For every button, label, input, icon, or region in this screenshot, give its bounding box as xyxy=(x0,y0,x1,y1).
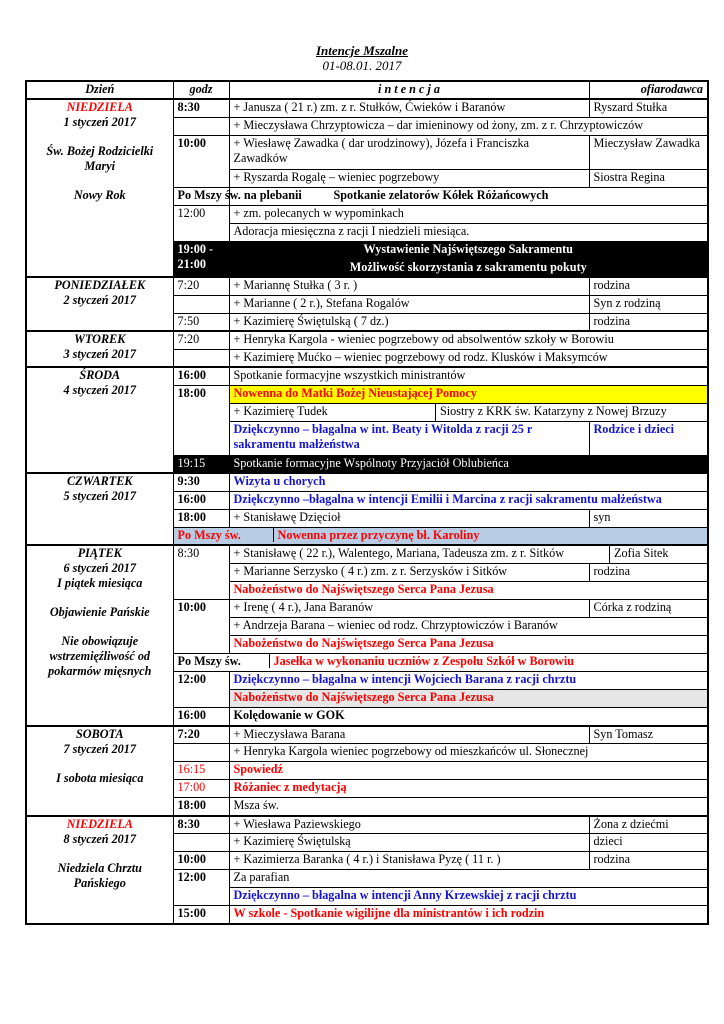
time-cell: Po Mszy św. xyxy=(177,654,241,668)
time-cell: Po Mszy św. xyxy=(177,527,241,542)
offering-cell: Rodzice i dzieci xyxy=(589,421,708,455)
time-cell: 7:20 xyxy=(173,277,229,295)
intent-cell: Nabożeństwo do Najświętszego Serca Pana Jezusa xyxy=(229,690,708,708)
day-note: Św. Bożej Rodzicielki xyxy=(46,144,154,158)
intent-cell: Wystawienie Najświętszego Sakramentu xyxy=(229,241,708,259)
intent-cell: Dziękczynno – błagalna w intencji Wojciech Barana z racji chrztu xyxy=(229,672,708,690)
day-name: NIEDZIELA xyxy=(66,100,133,114)
day-cell xyxy=(26,473,173,545)
time-cell: 10:00 xyxy=(173,600,229,654)
offering-cell: rodzina xyxy=(589,313,708,331)
table-row xyxy=(26,277,708,295)
intent-cell: Za parafian xyxy=(229,870,708,888)
intent-cell: Wizyta u chorych xyxy=(229,473,708,491)
intent-cell: + Ryszarda Rogalę – wieniec pogrzebowy xyxy=(229,169,589,187)
time-cell: 18:00 xyxy=(173,798,229,816)
time-cell: 10:00 xyxy=(173,852,229,870)
day-name: NIEDZIELA xyxy=(66,816,133,831)
intent-cell: + Wiesława Paziewskiego xyxy=(229,816,589,834)
day-name: ŚRODA xyxy=(79,368,121,382)
time-cell: 9:30 xyxy=(173,473,229,491)
offering-cell: Siostra Regina xyxy=(589,169,708,187)
day-note: Maryi xyxy=(84,159,115,173)
table-row xyxy=(26,545,708,564)
day-date: 2 styczeń 2017 xyxy=(63,293,136,307)
intent-cell: Spotkanie formacyjne Wspólnoty Przyjaciół Oblubieńca xyxy=(229,455,708,473)
day-note: Objawienie Pańskie xyxy=(49,605,150,619)
intent-cell: + Kazimierę Świętulską xyxy=(229,834,589,852)
offering-cell: Zofia Sitek xyxy=(614,546,669,560)
intent-cell: + Kazimierza Baranka ( 4 r.) i Stanisława Pyzę ( 11 r. ) xyxy=(229,852,589,870)
intent-cell: + Mieczysława Chrzyptowicza – dar imieninowy od żony, zm. z r. Chrzyptowiczów xyxy=(229,117,708,135)
intent-cell: Nowenna przez przyczynę bł. Karoliny xyxy=(273,528,480,542)
day-name: SOBOTA xyxy=(76,726,124,741)
day-date: 1 styczeń 2017 xyxy=(63,115,136,129)
intent-cell: + Marianne ( 2 r.), Stefana Rogalów xyxy=(229,295,589,313)
time-cell: 19:00 - 21:00 xyxy=(173,241,229,277)
intent-cell: + Stanisławę Dzięcioł xyxy=(229,509,589,527)
time-cell: 17:00 xyxy=(173,780,229,798)
day-date: 3 styczeń 2017 xyxy=(63,347,136,361)
time-cell: 18:00 xyxy=(173,385,229,455)
time-cell: 8:30 xyxy=(173,545,229,600)
intent-cell: Spotkanie formacyjne wszystkich ministrantów xyxy=(229,367,708,385)
col-offering: ofiarodawca xyxy=(589,81,708,99)
intent-cell: Nowenna do Matki Bożej Nieustającej Pomocy xyxy=(229,385,708,403)
time-cell: 7:20 xyxy=(173,331,229,349)
offering-cell: syn xyxy=(589,509,708,527)
offering-cell: Żona z dziećmi xyxy=(589,816,708,834)
intent-cell: Spowiedź xyxy=(229,762,708,780)
table-row xyxy=(26,99,708,117)
day-cell xyxy=(26,367,173,473)
day-name: WTOREK xyxy=(74,332,126,346)
intent-cell: + Irenę ( 4 r.), Jana Baranów xyxy=(229,600,589,618)
offering-cell: Córka z rodziną xyxy=(589,600,708,618)
time-cell: 12:00 xyxy=(173,870,229,906)
offering-cell: Mieczysław Zawadka xyxy=(589,135,708,169)
time-cell: 12:00 xyxy=(173,672,229,708)
date-range: 01-08.01. 2017 xyxy=(322,58,402,73)
day-date: 8 styczeń 2017 xyxy=(63,831,136,846)
day-note: Nowy Rok xyxy=(73,188,126,202)
day-date: 5 styczeń 2017 xyxy=(63,489,136,503)
table-row xyxy=(26,726,708,744)
intent-cell: + Henryka Kargola - wieniec pogrzebowy od absolwentów szkoły w Borowiu xyxy=(229,331,708,349)
offering-cell: Siostry z KRK św. Katarzyny z Nowej Brzuzy xyxy=(440,403,667,418)
table-row xyxy=(26,816,708,834)
time-cell: 10:00 xyxy=(173,135,229,187)
intent-cell: Adoracja miesięczna z racji I niedzieli miesiąca. xyxy=(229,223,708,241)
day-name: CZWARTEK xyxy=(67,474,133,488)
time-cell: 8:30 xyxy=(173,816,229,834)
day-note: Nie obowiązuje xyxy=(61,634,139,648)
time-cell: 18:00 xyxy=(173,509,229,527)
day-date: 7 styczeń 2017 xyxy=(63,741,136,756)
time-cell: Po Mszy św. na plebanii xyxy=(173,187,229,205)
offering-cell: rodzina xyxy=(589,277,708,295)
time-cell: 15:00 xyxy=(173,906,229,924)
intent-cell: Różaniec z medytacją xyxy=(229,780,708,798)
intent-cell: + Stanisławę ( 22 r.), Walentego, Mariana, Tadeusza zm. z r. Sitków xyxy=(230,546,610,563)
intent-cell: + Kazimierę Świętulską ( 7 dz.) xyxy=(229,313,589,331)
intent-cell: Dziękczynno – błagalna w intencji Anny Krzewskiej z racji chrztu xyxy=(229,888,708,906)
time-cell: 16:15 xyxy=(173,762,229,780)
day-cell xyxy=(26,277,173,331)
time-cell: 16:00 xyxy=(173,367,229,385)
day-note: I piątek miesiąca xyxy=(57,576,143,590)
intent-cell: + zm. polecanych w wypominkach xyxy=(229,205,708,223)
col-time: godz xyxy=(173,81,229,99)
time-cell: 7:50 xyxy=(173,313,229,331)
offering-cell: Syn Tomasz xyxy=(589,726,708,744)
intent-cell: + Andrzeja Barana – wieniec od rodz. Chrzyptowiczów i Baranów xyxy=(229,618,708,636)
intent-cell: Kolędowanie w GOK xyxy=(229,708,708,726)
intent-cell: + Mariannę Stułka ( 3 r. ) xyxy=(229,277,589,295)
intent-cell: + Janusza ( 21 r.) zm. z r. Stułków, Ćwieków i Baranów xyxy=(229,99,589,117)
day-name: PONIEDZIAŁEK xyxy=(54,278,146,292)
intent-cell: + Mieczysława Barana xyxy=(229,726,589,744)
intent-cell: + Marianne Serzysko ( 4 r.) zm. z r. Serzysków i Sitków xyxy=(229,564,589,582)
day-date: 6 styczeń 2017 xyxy=(63,561,136,575)
day-cell xyxy=(26,726,173,816)
intent-cell: Dziękczynno –błagalna w intencji Emilii i Marcina z racji sakramentu małżeństwa xyxy=(229,491,708,509)
document-title: Intencje Mszalne xyxy=(315,43,409,58)
time-cell: 8:30 xyxy=(173,99,229,117)
day-note: Niedziela Chrztu xyxy=(57,860,142,875)
mass-intentions-table xyxy=(25,80,709,925)
intent-cell: Jasełka w wykonaniu uczniów z Zespołu Szkół w Borowiu xyxy=(269,654,574,668)
intent-cell: + Kazimierę Mućko – wieniec pogrzebowy od rodz. Klusków i Maksymców xyxy=(229,349,708,367)
day-date: 4 styczeń 2017 xyxy=(63,383,136,397)
time-cell: 7:20 xyxy=(173,726,229,744)
day-note: pokarmów mięsnych xyxy=(48,664,152,678)
day-note: wstrzemięźliwość od xyxy=(49,649,151,663)
time-cell: 12:00 xyxy=(173,205,229,241)
intent-cell: Nabożeństwo do Najświętszego Serca Pana Jezusa xyxy=(229,582,708,600)
offering-cell: dzieci xyxy=(589,834,708,852)
time-cell: 19:15 xyxy=(173,455,229,473)
intent-cell: Dziękczynno – błagalna w int. Beaty i Witolda z racji 25 r sakramentu małżeństwa xyxy=(229,421,589,455)
intent-cell: W szkole - Spotkanie wigilijne dla ministrantów i ich rodzin xyxy=(229,906,708,924)
intent-cell: + Kazimierę Tudek xyxy=(230,404,436,421)
header-row xyxy=(26,81,708,99)
day-name: PIĄTEK xyxy=(77,546,122,560)
time-cell: 16:00 xyxy=(173,491,229,509)
intent-cell: Nabożeństwo do Najświętszego Serca Pana Jezusa xyxy=(229,636,708,654)
day-cell xyxy=(26,816,173,924)
offering-cell: Syn z rodziną xyxy=(589,295,708,313)
table-row xyxy=(26,331,708,349)
table-row xyxy=(26,367,708,385)
intent-cell: Możliwość skorzystania z sakramentu pokuty xyxy=(229,259,708,277)
offering-cell: rodzina xyxy=(589,852,708,870)
day-note: Pańskiego xyxy=(73,875,126,890)
intent-cell: Spotkanie zelatorów Kółek Różańcowych xyxy=(229,187,708,205)
intent-cell: Msza św. xyxy=(229,798,708,816)
col-intent: i n t e n c j a xyxy=(229,81,589,99)
time-cell: 16:00 xyxy=(173,708,229,726)
day-cell xyxy=(26,99,173,277)
intent-cell: + Wiesławę Zawadka ( dar urodzinowy), Józefa i Franciszka Zawadków xyxy=(229,135,589,169)
day-cell xyxy=(26,545,173,726)
intent-cell: + Henryka Kargola wieniec pogrzebowy od mieszkańców ul. Słonecznej xyxy=(229,744,708,762)
offering-cell: Ryszard Stułka xyxy=(589,99,708,117)
offering-cell: rodzina xyxy=(589,564,708,582)
day-note: I sobota miesiąca xyxy=(56,770,144,785)
day-cell xyxy=(26,331,173,367)
table-row xyxy=(26,473,708,491)
col-day: Dzień xyxy=(26,81,173,99)
